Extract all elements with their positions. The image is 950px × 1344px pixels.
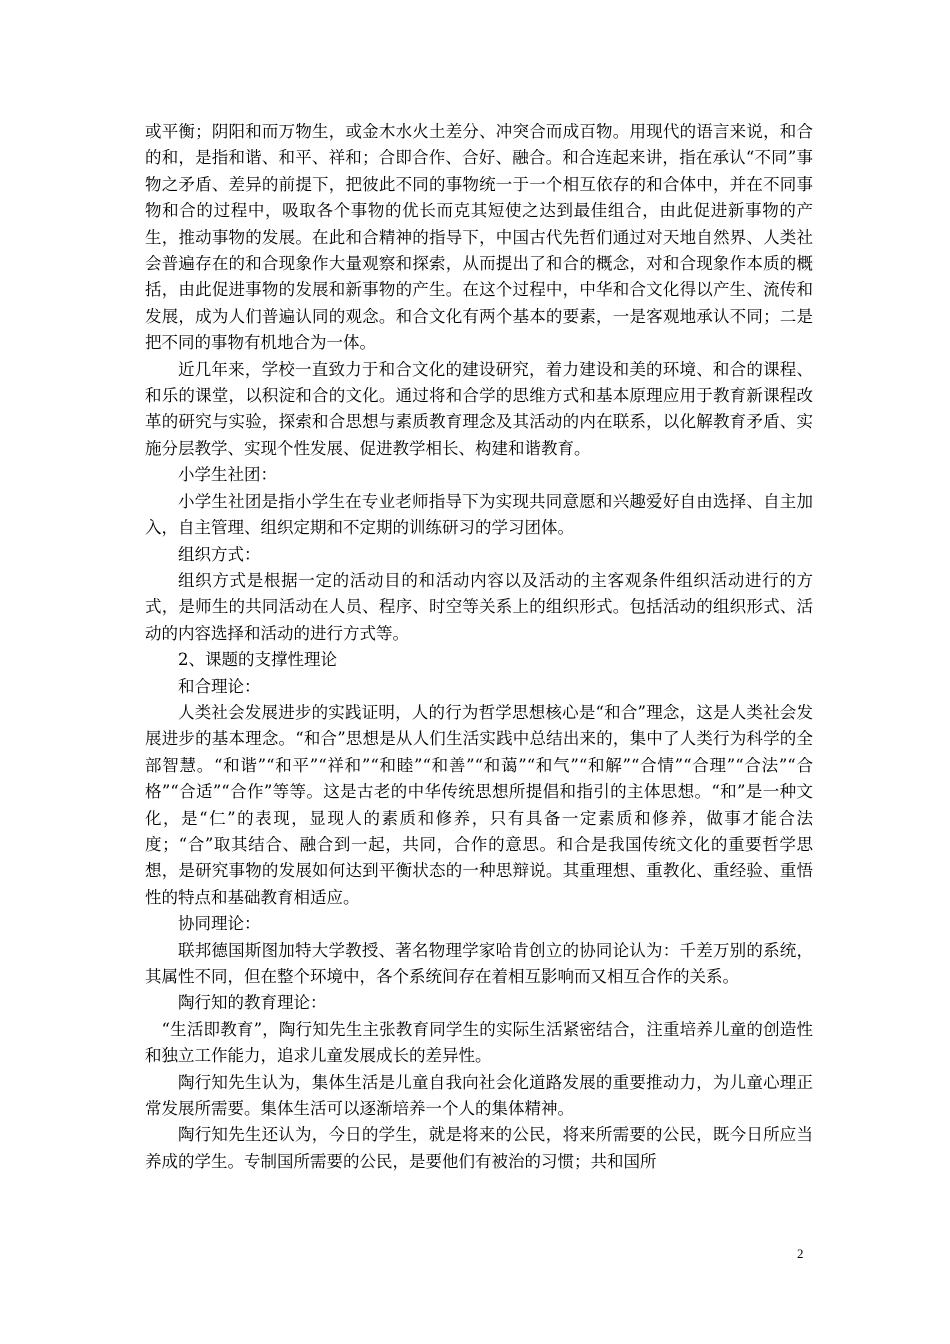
section-heading: 协同理论： <box>178 914 261 934</box>
paragraph: 或平衡；阴阳和而万物生，或金木水火土差分、冲突合而成百物。用现代的语言来说，和合的和，是指和谐、和平、祥和；合即合作、合好、融合。和合连起来讲，指在承认“不同”事物之矛盾、差异的前提下，把彼此不同的事物统一于一个相互依存的和合体中，并在不同事物和合的过程中，吸取各个事物的优长而克其短使之达到最佳组合，由此促进新事物的产生，推动事物的发展。在此和合精神的指导下，中国古代先哲们通过对天地自然界、人类社会普遍存在的和合现象作大量观察和探索，从而提出了和合的概念，对和合现象作本质的概括，由此促进事物的发展和新事物的产生。在这个过程中，中华和合文化得以产生、流传和发展，成为人们普遍认同的观念。和合文化有两个基本的要素，一是客观地承认不同；二是把不同的事物有机地合为一体。 <box>145 122 813 353</box>
paragraph: 陶行知先生还认为，今日的学生，就是将来的公民，将来所需要的公民，既今日所应当养成的学生。专制国所需要的公民，是要他们有被治的习惯；共和国所 <box>145 1125 813 1171</box>
page-number: 2 <box>797 1246 804 1261</box>
paragraph: 近几年来，学校一直致力于和合文化的建设研究，着力建设和美的环境、和合的课程、和乐的课堂，以积淀和合的文化。通过将和合学的思维方式和基本原理应用于教育新课程改革的研究与实验，探索和合思想与素质教育理念及其活动的内在联系，以化解教育矛盾、实施分层教学、实现个性发展、促进教学相长、构建和谐教育。 <box>145 359 813 458</box>
section-heading: 小学生社团： <box>178 465 277 485</box>
section-heading: 组织方式： <box>178 544 261 564</box>
paragraph: 组织方式是根据一定的活动目的和活动内容以及活动的主客观条件组织活动进行的方式，是师生的共同活动在人员、程序、时空等关系上的组织形式。包括活动的组织形式、活动的内容选择和活动的进行方式等。 <box>145 570 813 643</box>
section-heading: 和合理论： <box>178 676 261 696</box>
paragraph: 人类社会发展进步的实践证明，人的行为哲学思想核心是“和合”理念，这是人类社会发展进步的基本理念。“和合”思想是从人们生活实践中总结出来的，集中了人类行为科学的全部智慧。“和谐”“和平”“祥和”“和睦”“和善”“和蔼”“和气”“和解”“合情”“合理”“合法”“合格”“合适”“合作”等等。这是古老的中华传统思想所提倡和指引的主体思想。“和”是一种文化，是“仁”的表现，显现人的素质和修养，只有具备一定素质和修养，做事才能合法度；“合”取其结合、融合到一起，共同，合作的意思。和合是我国传统文化的重要哲学思想，是研究事物的发展如何达到平衡状态的一种思辩说。其重理想、重教化、重经验、重悟性的特点和基础教育相适应。 <box>145 702 813 907</box>
paragraph: 联邦德国斯图加特大学教授、著名物理学家哈肯创立的协同论认为：千差万别的系统，其属性不同，但在整个环境中，各个系统间存在着相互影响而又相互合作的关系。 <box>145 940 813 986</box>
document-body <box>145 119 813 1175</box>
section-heading: 2、课题的支撑性理论 <box>178 650 337 670</box>
section-heading: 陶行知的教育理论： <box>178 993 327 1013</box>
paragraph: “生活即教育”，陶行知先生主张教育同学生的实际生活紧密结合，注重培养儿童的创造性和独立工作能力，追求儿童发展成长的差异性。 <box>145 1019 813 1066</box>
paragraph: 陶行知先生认为，集体生活是儿童自我向社会化道路发展的重要推动力，为儿童心理正常发展所需要。集体生活可以逐渐培养一个人的集体精神。 <box>145 1072 813 1119</box>
paragraph: 小学生社团是指小学生在专业老师指导下为实现共同意愿和兴趣爱好自由选择、自主加入，自主管理、组织定期和不定期的训练研习的学习团体。 <box>145 491 813 538</box>
